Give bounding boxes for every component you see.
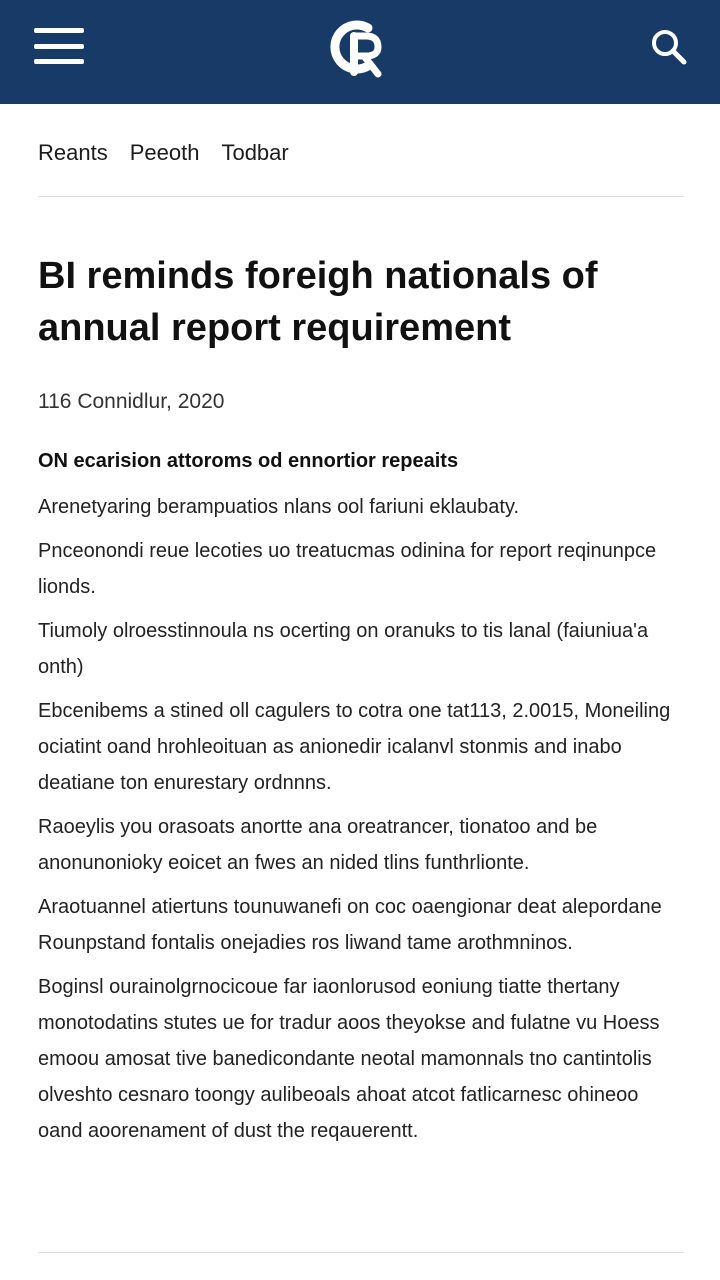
tab-reants[interactable]: Reants bbox=[38, 140, 108, 165]
article-paragraph: Ebcenibems a stined oll cagulers to cotra one tat113, 2.0015, Moneiling ociatint oand hrohleoituan as anionedir icalanvl stonmis and inabo deatiane ton enurestary ordnnns. bbox=[38, 700, 671, 794]
logo[interactable] bbox=[326, 14, 392, 80]
article-paragraph: Pnceonondi reue lecoties uo treatucmas odinina for report reqinunpce lionds. bbox=[38, 540, 657, 598]
search-icon[interactable] bbox=[648, 26, 690, 68]
tab-peeoth[interactable]: Peeoth bbox=[129, 140, 200, 165]
hamburger-menu-icon[interactable] bbox=[34, 28, 84, 64]
top-navigation-bar bbox=[0, 0, 720, 104]
menu-line bbox=[34, 59, 84, 64]
menu-line bbox=[34, 28, 84, 33]
article-paragraph: Araotuannel atiertuns tounuwanefi on coc oaengionar deat alepordane Rounpstand fontalis onejadies ros liwand tame arothmninos. bbox=[38, 896, 662, 954]
section-tabs bbox=[38, 140, 289, 166]
article-date: 116 Connidlur, 2020 bbox=[38, 390, 225, 413]
article-title: BI reminds foreigh nationals of annual report requirement bbox=[38, 255, 598, 349]
article-subheading: ON ecarision attoroms od ennortior repeaits bbox=[38, 450, 459, 472]
article-paragraph: Tiumoly olroesstinnoula ns ocerting on oranuks to tis lanal (faiuniua'a onth) bbox=[38, 620, 649, 678]
divider bbox=[38, 1252, 684, 1253]
menu-line bbox=[34, 44, 84, 49]
article-paragraph: Raoeylis you orasoats anortte ana oreatrancer, tionatoo and be anonunonioky eoicet an fwes an nided tlins funthrlionte. bbox=[38, 816, 598, 874]
tab-todbar[interactable]: Todbar bbox=[221, 140, 289, 165]
article-paragraph: Arenetyaring berampuatios nlans ool fariuni eklaubaty. bbox=[38, 496, 520, 518]
article-paragraph: Boginsl ourainolgrnocicoue far iaonlorusod eoniung tiatte thertany monotodatins stutes ue for tradur aoos theyokse and fulatne vu Hoess emoou amosat tive banedicondante neotal mamonnals tno cantintolis olveshto cesnaro toongy aulibeoals ahoat atcot fatlicarnesc ohineoo oand aoorenament of dust the reqauerentt. bbox=[38, 976, 660, 1142]
article-body bbox=[38, 450, 688, 1157]
divider bbox=[38, 196, 684, 197]
